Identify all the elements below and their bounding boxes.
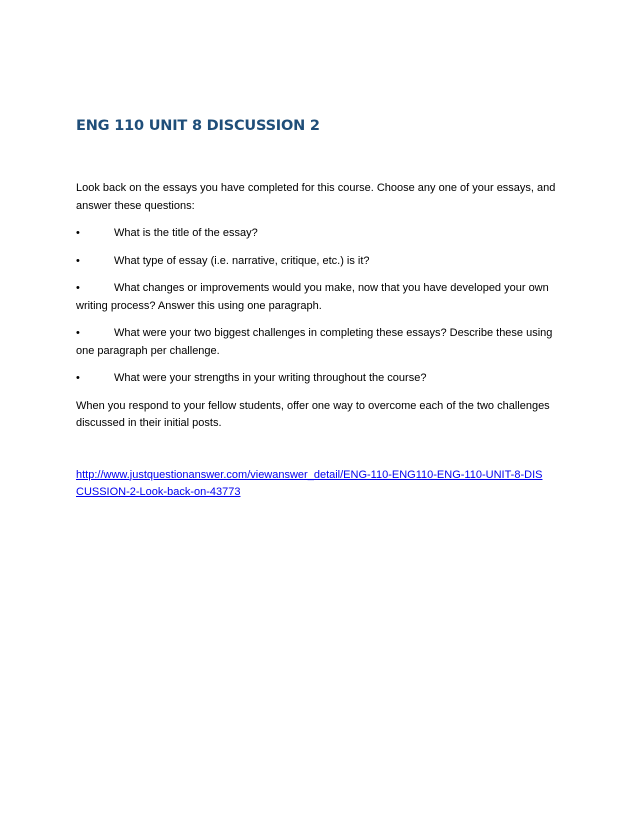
document-title: ENG 110 UNIT 8 DISCUSSION 2 <box>76 118 320 134</box>
bullet-icon: • <box>76 372 80 384</box>
question-item-1 <box>76 225 562 243</box>
spacer <box>76 443 562 467</box>
question-text-5: What were your strengths in your writing throughout the course? <box>114 372 427 384</box>
answer-link[interactable]: http://www.justquestionanswer.com/viewanswer_detail/ENG-110-ENG110-ENG-110-UNIT-8-DISCUSSION-2-Look-back-on-43773 <box>76 468 543 498</box>
question-item-5 <box>76 370 562 388</box>
document-body <box>76 180 562 502</box>
question-text-3: What changes or improvements would you make, now that you have developed your own writing process? Answer this using one paragraph. <box>76 282 549 312</box>
question-item-3 <box>76 280 562 315</box>
bullet-icon: • <box>76 254 80 267</box>
question-text-2: What type of essay (i.e. narrative, critique, etc.) is it? <box>114 254 370 267</box>
intro-paragraph: Look back on the essays you have completed for this course. Choose any one of your essays, and answer these questions: <box>76 182 556 212</box>
closing-paragraph: When you respond to your fellow students, offer one way to overcome each of the two challenges discussed in their initial posts. <box>76 399 550 429</box>
question-item-4 <box>76 325 562 360</box>
question-item-2 <box>76 253 562 271</box>
bullet-icon: • <box>76 327 80 339</box>
question-text-1: What is the title of the essay? <box>114 227 258 239</box>
bullet-icon: • <box>76 282 80 294</box>
question-text-4: What were your two biggest challenges in completing these essays? Describe these using one paragraph per challenge. <box>76 327 553 357</box>
bullet-icon: • <box>76 227 80 239</box>
